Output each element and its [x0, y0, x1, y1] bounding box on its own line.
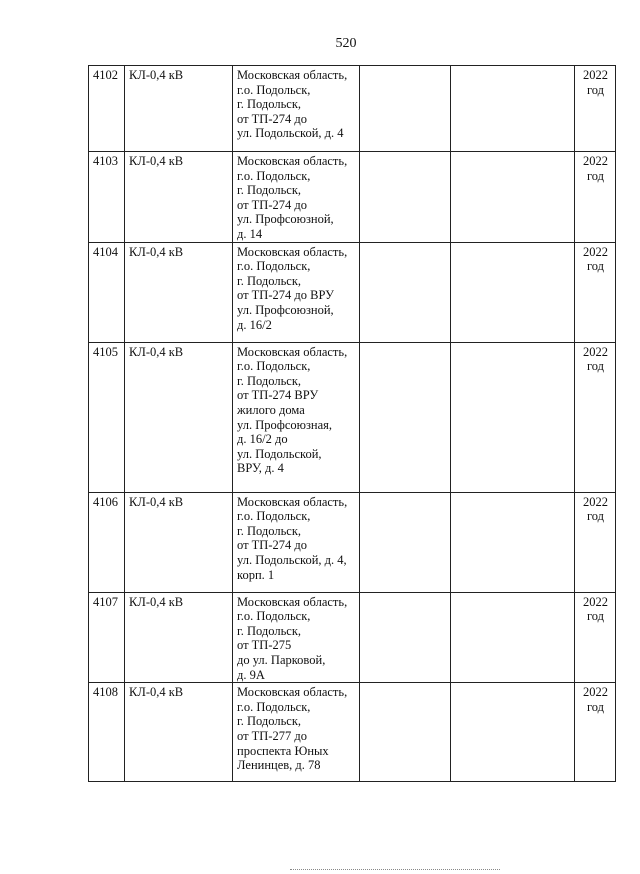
- empty-cell: [360, 592, 451, 683]
- table-row: [89, 683, 616, 782]
- table-row: [89, 492, 616, 592]
- address-cell: Московская область, г.о. Подольск, г. Подольск, от ТП-274 ВРУ жилого дома ул. Профсоюзная, д. 16/2 до ул. Подольской, ВРУ, д. 4: [233, 342, 360, 492]
- year-cell: 2022 год: [575, 342, 616, 492]
- page-number: 520: [335, 36, 357, 51]
- year-cell: 2022 год: [575, 492, 616, 592]
- registry-table-body: [89, 66, 616, 782]
- address-cell: Московская область, г.о. Подольск, г. Подольск, от ТП-277 до проспекта Юных Ленинцев, д. 78: [233, 683, 360, 782]
- year-cell: 2022 год: [575, 242, 616, 342]
- registry-table: [88, 65, 616, 782]
- row-number-cell: 4108: [89, 683, 125, 782]
- address-cell: Московская область, г.о. Подольск, г. Подольск, от ТП-275 до ул. Парковой, д. 9А: [233, 592, 360, 683]
- table-row: [89, 592, 616, 683]
- empty-cell: [451, 242, 575, 342]
- row-number-cell: 4102: [89, 66, 125, 152]
- line-type-cell: КЛ-0,4 кВ: [125, 66, 233, 152]
- empty-cell: [451, 152, 575, 243]
- row-number-cell: 4103: [89, 152, 125, 243]
- row-number-cell: 4105: [89, 342, 125, 492]
- empty-cell: [360, 683, 451, 782]
- address-cell: Московская область, г.о. Подольск, г. Подольск, от ТП-274 до ул. Профсоюзной, д. 14: [233, 152, 360, 243]
- empty-cell: [360, 492, 451, 592]
- empty-cell: [451, 66, 575, 152]
- line-type-cell: КЛ-0,4 кВ: [125, 683, 233, 782]
- address-cell: Московская область, г.о. Подольск, г. Подольск, от ТП-274 до ул. Подольской, д. 4: [233, 66, 360, 152]
- line-type-cell: КЛ-0,4 кВ: [125, 592, 233, 683]
- footer-rule: [290, 869, 500, 870]
- line-type-cell: КЛ-0,4 кВ: [125, 342, 233, 492]
- year-cell: 2022 год: [575, 592, 616, 683]
- row-number-cell: 4107: [89, 592, 125, 683]
- year-cell: 2022 год: [575, 152, 616, 243]
- empty-cell: [360, 66, 451, 152]
- table-row: [89, 66, 616, 152]
- address-cell: Московская область, г.о. Подольск, г. Подольск, от ТП-274 до ул. Подольской, д. 4, корп. 1: [233, 492, 360, 592]
- empty-cell: [360, 242, 451, 342]
- row-number-cell: 4104: [89, 242, 125, 342]
- year-cell: 2022 год: [575, 66, 616, 152]
- empty-cell: [360, 152, 451, 243]
- table-row: [89, 242, 616, 342]
- empty-cell: [360, 342, 451, 492]
- empty-cell: [451, 342, 575, 492]
- empty-cell: [451, 683, 575, 782]
- line-type-cell: КЛ-0,4 кВ: [125, 152, 233, 243]
- address-cell: Московская область, г.о. Подольск, г. Подольск, от ТП-274 до ВРУ ул. Профсоюзной, д. 16/2: [233, 242, 360, 342]
- empty-cell: [451, 492, 575, 592]
- line-type-cell: КЛ-0,4 кВ: [125, 492, 233, 592]
- row-number-cell: 4106: [89, 492, 125, 592]
- empty-cell: [451, 592, 575, 683]
- table-row: [89, 342, 616, 492]
- table-row: [89, 152, 616, 243]
- line-type-cell: КЛ-0,4 кВ: [125, 242, 233, 342]
- year-cell: 2022 год: [575, 683, 616, 782]
